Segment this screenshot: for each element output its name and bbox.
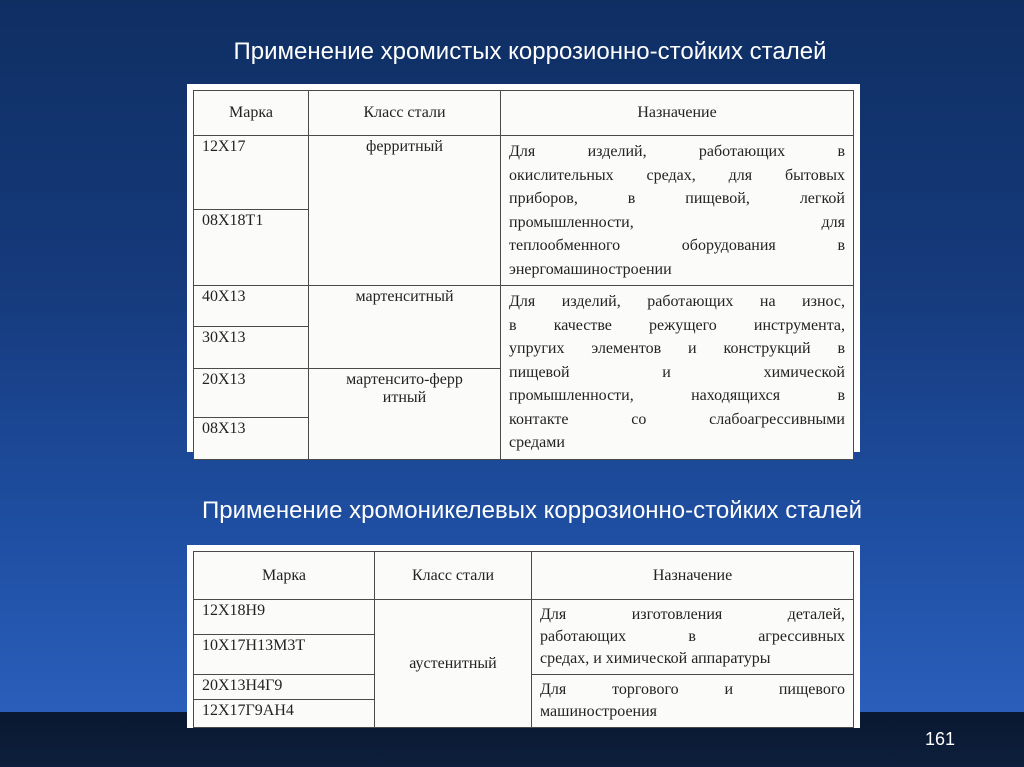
header-grade: Марка bbox=[194, 552, 375, 600]
grade-cell: 12Х17 bbox=[194, 136, 309, 210]
grade-cell: 12Х18Н9 bbox=[194, 600, 375, 635]
purpose-line: Для изготовления деталей, bbox=[540, 606, 845, 623]
grade-cell: 08Х18Т1 bbox=[194, 210, 309, 286]
purpose-line: Для торгового и пищевого bbox=[540, 681, 845, 698]
class-cell: мартенситный bbox=[309, 286, 501, 369]
class-cell bbox=[309, 369, 501, 460]
chromium-nickel-steels-table bbox=[187, 545, 860, 728]
purpose-line: промышленности, для bbox=[509, 213, 845, 231]
purpose-cell bbox=[532, 600, 854, 675]
purpose-line: работающих в агрессивных bbox=[540, 628, 845, 645]
header-class: Класс стали bbox=[309, 91, 501, 136]
purpose-line: средах, и химической аппаратуры bbox=[540, 650, 771, 667]
purpose-line: контакте со слабоагрессивными bbox=[509, 410, 845, 428]
header-purpose: Назначение bbox=[501, 91, 854, 136]
purpose-line: энергомашиностроении bbox=[509, 260, 672, 278]
grade-cell: 12Х17Г9АН4 bbox=[194, 700, 375, 728]
grade-cell: 10Х17Н13М3Т bbox=[194, 634, 375, 674]
purpose-line: пищевой и химической bbox=[509, 363, 845, 381]
class-label: мартенсито-ферритный bbox=[346, 371, 463, 406]
purpose-line: теплообменного оборудования в bbox=[509, 237, 845, 254]
class-cell: ферритный bbox=[309, 136, 501, 286]
header-grade: Марка bbox=[194, 91, 309, 136]
chromium-steels-table bbox=[187, 84, 860, 452]
grade-cell: 20Х13 bbox=[194, 369, 309, 418]
grade-cell: 20Х13Н4Г9 bbox=[194, 675, 375, 700]
purpose-line: машиностроения bbox=[540, 703, 658, 720]
grade-cell: 08Х13 bbox=[194, 417, 309, 459]
page-number: 161 bbox=[925, 729, 956, 749]
header-purpose: Назначение bbox=[532, 552, 854, 600]
grade-cell: 30Х13 bbox=[194, 327, 309, 369]
class-cell: аустенитный bbox=[375, 600, 532, 728]
purpose-line: в качестве режущего инструмента, bbox=[509, 316, 845, 334]
table1-title: Применение хромистых коррозионно-стойких сталей bbox=[233, 38, 827, 65]
table2-title: Применение хромоникелевых коррозионно-стойких сталей bbox=[201, 497, 863, 524]
grade-cell: 40Х13 bbox=[194, 286, 309, 327]
purpose-line: окислительных средах, для бытовых bbox=[509, 166, 845, 184]
purpose-cell bbox=[501, 286, 854, 460]
purpose-cell bbox=[501, 136, 854, 286]
purpose-line: Для изделий, работающих в bbox=[509, 143, 845, 160]
purpose-line: промышленности, находящихся в bbox=[509, 387, 845, 404]
purpose-line: средами bbox=[509, 434, 565, 451]
purpose-line: упругих элементов и конструкций в bbox=[509, 340, 845, 357]
purpose-line: Для изделий, работающих на износ, bbox=[509, 293, 845, 310]
purpose-cell bbox=[532, 675, 854, 728]
purpose-line: приборов, в пищевой, легкой bbox=[509, 190, 845, 207]
header-class: Класс стали bbox=[375, 552, 532, 600]
